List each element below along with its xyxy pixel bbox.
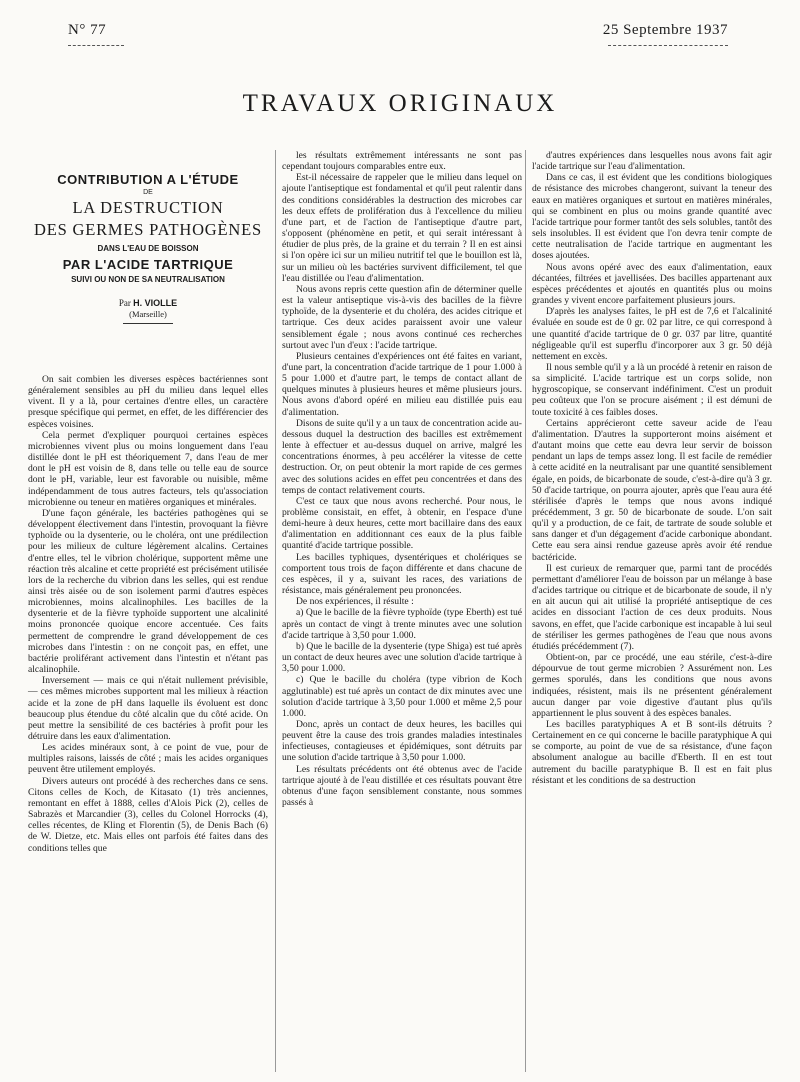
paragraph: Divers auteurs ont procédé à des recherches dans ce sens. Citons celles de Koch, de Kitasato (1) très anciennes, remontant en effet à 1888, celles d'Alois Pick (2), celles de Sabrazès et Marcandier (3), celles du Colonel Horrocks (4), celles récentes, de Kling et Florentin (5), de Denis Bach (6) de W. Dietze, etc. Mais elles ont parfois été faites dans des conditions telles que xyxy=(28,775,268,854)
paragraph: Il nous semble qu'il y a là un procédé à retenir en raison de sa simplicité. L'acide tartrique est un corps solide, non hygroscopique, se conservant indéfiniment. C'est un produit peu coûteux que l'on se procure aisément ; il est démuni de toute toxicité à ces faibles doses. xyxy=(532,361,772,418)
article-title-line6: SUIVI OU NON DE SA NEUTRALISATION xyxy=(71,275,225,284)
paragraph: Certains apprécieront cette saveur acide de l'eau d'alimentation. D'autres la supporteront moins aisément et d'autant moins que cette eau devra leur servir de boisson pendant un laps de temps assez long. Il est facile de remédier à cette acidité en la neutralisant par une quantité sensiblement égale, en poids, de bicarbonate de soude, c'est-à-dire qu'à 3 gr. 50 d'acide tartrique, on pourra ajouter, après que l'eau aura été stérilisée d'après le temps que nous avons indiqué précédemment, 3 gr. 50 de bicarbonate de soude. L'on sait qu'il y a production, de ce fait, de tartrate de soude soluble et sans danger et d'un dégagement d'acide carbonique abondant. Cette eau sera ainsi rendue gazeuse après avoir été rendue bactéricide. xyxy=(532,417,772,563)
text-column-1 xyxy=(28,374,268,854)
paragraph: Plusieurs centaines d'expériences ont été faites en variant, d'une part, la concentration d'acide tartrique de 1 pour 1.000 à 5 pour 1.000 et d'autre part, le temps de contact allant de quelques minutes à plusieurs heures et même plusieurs jours. Nous avons d'abord opéré en milieu eau distillée puis eau d'alimentation. xyxy=(282,350,522,418)
paragraph: Les bacilles paratyphiques A et B sont-ils détruits ? Certainement en ce qui concerne le bacille paratyphique A qui se comporte, au point de vue de sa résistance, d'une façon absolument analogue au bacille d'Eberth. Il en est tout autrement du bacille paratyphique B. Il est en fait plus résistant et les conditions de sa destruction xyxy=(532,718,772,786)
author-line xyxy=(28,298,268,308)
paragraph: Les bacilles typhiques, dysentériques et cholériques se comportent tous trois de façon différente et dans chacune de ces espèces, il y a, suivant les races, des variations de résistance, mais généralement peu prononcées. xyxy=(282,551,522,597)
issue-number: N° 77 xyxy=(68,22,107,38)
column-divider-1 xyxy=(275,150,276,1072)
paragraph: b) Que le bacille de la dysenterie (type Shiga) est tué après un contact de deux heures avec une solution d'acide tartrique à 3,50 pour 1.000. xyxy=(282,640,522,675)
paragraph: On sait combien les diverses espèces bactériennes sont généralement sensibles au pH du milieu dans lequel elles vivent. Il y a là, pour certaines d'entre elles, un caractère presque spécifique qui permet, en effet, de les différencier des espèces voisines. xyxy=(28,374,268,430)
paragraph: Inversement — mais ce qui n'était nullement prévisible, — ces mêmes microbes supportent mal les milieux à réaction acide et la zone de pH dans laquelle ils évoluent est donc beaucoup plus étendue du côté alcalin que du côté acide. On peut mettre la sensibilité de ces bactéries à profit pour les détruire dans les eaux d'alimentation. xyxy=(28,675,268,742)
paragraph: Il est curieux de remarquer que, parmi tant de procédés permettant d'améliorer l'eau de boisson par un mélange à base d'acides tartrique ou citrique et de bicarbonate de soude, il n'y en ait aucun qui ait utilisé la propriété antiseptique de ces acides en dissociant l'action de ces deux produits. Nous savons, en effet, que l'acide carbonique est incapable à lui seul de stériliser les germes pathogènes de l'eau que nous avons étudiés précédemment (7). xyxy=(532,562,772,652)
paragraph: Donc, après un contact de deux heures, les bacilles qui peuvent être la cause des trois grandes maladies intestinales infectieuses, contagieuses et épidémiques, sont détruits par une solution d'acide tartrique à 3,50 pour 1.000. xyxy=(282,718,522,764)
article-title-line4: DANS L'EAU DE BOISSON xyxy=(97,244,199,253)
paragraph: Cela permet d'expliquer pourquoi certaines espèces microbiennes vivent plus ou moins longuement dans l'eau distillée dont le pH est théoriquement 7, dans l'eau de mer dont le pH est voisin de 8, dans telle ou telle eau de source dont le pH, variable, leur est favorable ou nuisible, même indépendamment de tous autres facteurs, tels qu'association microbienne ou teneur en matières organiques et minérales. xyxy=(28,429,268,508)
paragraph: a) Que le bacille de la fièvre typhoïde (type Eberth) est tué après un contact de vingt à trente minutes avec une solution d'acide tartrique à 3,50 pour 1.000. xyxy=(282,607,522,641)
paragraph: Disons de suite qu'il y a un taux de concentration acide au-dessous duquel la destruction des bacilles est extrêmement lente à effectuer et au-dessus duquel on arrive, malgré les concentrations énormes, à peu accélérer la vitesse de cette destruction. Or, on peut obtenir la mort rapide de ces germes avec des solutions acides en effet peu concentrées et dans des temps de contact relativement courts. xyxy=(282,417,522,496)
article-title-line5: PAR L'ACIDE TARTRIQUE xyxy=(62,257,234,272)
header-rule-right xyxy=(608,45,728,46)
heading-rule xyxy=(123,323,173,324)
text-column-3 xyxy=(532,150,772,786)
issue-date: 25 Septembre 1937 xyxy=(602,22,728,38)
column-divider-2 xyxy=(525,150,526,1072)
paragraph: Dans ce cas, il est évident que les conditions biologiques de résistance des microbes changeront, suivant la teneur des eaux en matières organiques et surtout en matières minérales, qui se combinent en plus ou moins grande quantité avec l'acide tartrique pour former tantôt des sels solubles, tantôt des sels insolubles. Il est évident que l'on devra tenir compte de cette neutralisation de l'acide tartrique en augmentant les doses ajoutées. xyxy=(532,172,772,262)
section-title: TRAVAUX ORIGINAUX xyxy=(242,90,558,117)
text-column-2 xyxy=(282,150,522,808)
paragraph: D'une façon générale, les bactéries pathogènes qui se développent électivement dans l'intestin, provoquant la fièvre typhoïde ou la dysenterie, ou le choléra, ont une prédilection pour les milieux de culture légèrement alcalins. Certaines d'entre elles, tel le vibrion cholérique, supportent même une réaction très alcaline et cette propriété est précisément utilisée lors de la recherche du vibrion dans les selles, qui est rendue ainsi très aisée ou de son isolement parmi d'autres espèces microbiennes, moins alcalinophiles. Les bacilles de la dysenterie et de la fièvre typhoïde supportent une alcalinité moins prononcée quoique encore accentuée. Ces faits permettent de comprendre le grand développement de ces microbes dans l'intestin : on ne conçoit pas, en effet, une bactérie proliférant activement dans l'intestin et n'étant pas alcalinophile. xyxy=(28,507,268,676)
paragraph: d'autres expériences dans lesquelles nous avons fait agir l'acide tartrique sur l'eau d'alimentation. xyxy=(532,150,772,173)
paragraph: Les acides minéraux sont, à ce point de vue, pour de multiples raisons, laissés de côté ; mais les acides organiques peuvent être utilement employés. xyxy=(28,742,268,776)
paragraph: Obtient-on, par ce procédé, une eau stérile, c'est-à-dire dépourvue de tout germe microbien ? Assurément non. Les germes sporulés, dans les conditions que nous avons indiquées, résistent, mais ils ne présentent généralement aucun danger par voie digestive d'autant plus qu'ils appartiennent le plus souvent à des espèces banales. xyxy=(532,652,772,719)
article-title-line1: CONTRIBUTION A L'ÉTUDE xyxy=(57,172,239,187)
paragraph: C'est ce taux que nous avons recherché. Pour nous, le problème consistait, en effet, à obtenir, en l'espace d'une demi-heure à deux heures, cette mort bacillaire dans des eaux d'alimentation en additionnant ces eaux de la plus faible quantité d'acide tartrique possible. xyxy=(282,495,522,552)
paragraph: Nous avons repris cette question afin de déterminer quelle est la valeur antiseptique vis-à-vis des bacilles de la fièvre typhoïde, de la dysenterie et du choléra, des acides citrique et tartrique. Ces deux acides paraissent avoir une valeur sensiblement égale ; nous avons continué ces recherches surtout avec l'un d'eux : l'acide tartrique. xyxy=(282,283,522,351)
paragraph: c) Que le bacille du choléra (type vibrion de Koch agglutinable) est tué après un contact de dix minutes avec une solution d'acide tartrique à 3,50 pour 1.000 et même 2,5 pour 1.000. xyxy=(282,674,522,719)
paragraph: De nos expériences, il résulte : xyxy=(296,596,414,608)
header-rule-left xyxy=(68,45,124,46)
author-prefix: Par xyxy=(118,298,131,308)
paragraph: Est-il nécessaire de rappeler que le milieu dans lequel on ajoute l'antiseptique est fondamental et qu'il peut ralentir dans des conditions considérables la destruction des microbes car les deux effets de prolifération dus à l'excellence du milieu d'une part, et de l'action de l'antiseptique d'autre part, s'opposent (phénomène en petit, et qui serait intéressant à étudier de plus près, de la graine et du terrain ? Il en est ainsi si l'on opère ici sur un milieu nutritif tel que le bouillon est là, sur un milieu où les bactéries survivent difficilement, tel que l'eau distillée ou l'eau d'alimentation. xyxy=(282,172,522,284)
article-title-line3: DES GERMES PATHOGÈNES xyxy=(34,220,262,239)
article-title-de: DE xyxy=(143,189,153,196)
article-heading xyxy=(28,172,268,324)
author-name: H. VIOLLE xyxy=(133,298,178,308)
article-title-line2: LA DESTRUCTION xyxy=(72,198,224,217)
paragraph: Les résultats précédents ont été obtenus avec de l'acide tartrique ajouté à de l'eau distillée et ces résultats pouvant être obtenus d'une façon sensiblement constante, nous sommes passés à xyxy=(282,763,522,809)
paragraph: D'après les analyses faites, le pH est de 7,6 et l'alcalinité évaluée en soude est de 0 gr. 02 par litre, ce qui correspond à une quantité d'acide tartrique de 0 gr. 037 par litre, quantité négligeable qu'il est superflu d'incorporer aux 3 gr. 50 déjà nettement en excès. xyxy=(532,306,772,362)
author-city: (Marseille) xyxy=(129,309,167,319)
paragraph: Nous avons opéré avec des eaux d'alimentation, eaux décantées, filtrées et javellisées. Des bacilles appartenant aux espèces précédentes et ajoutés en quantités plus ou moins grandes y vivent encore parfaitement plusieurs jours. xyxy=(532,261,772,307)
paragraph: les résultats extrêmement intéressants ne sont pas cependant toujours comparables entre eux. xyxy=(282,150,522,173)
